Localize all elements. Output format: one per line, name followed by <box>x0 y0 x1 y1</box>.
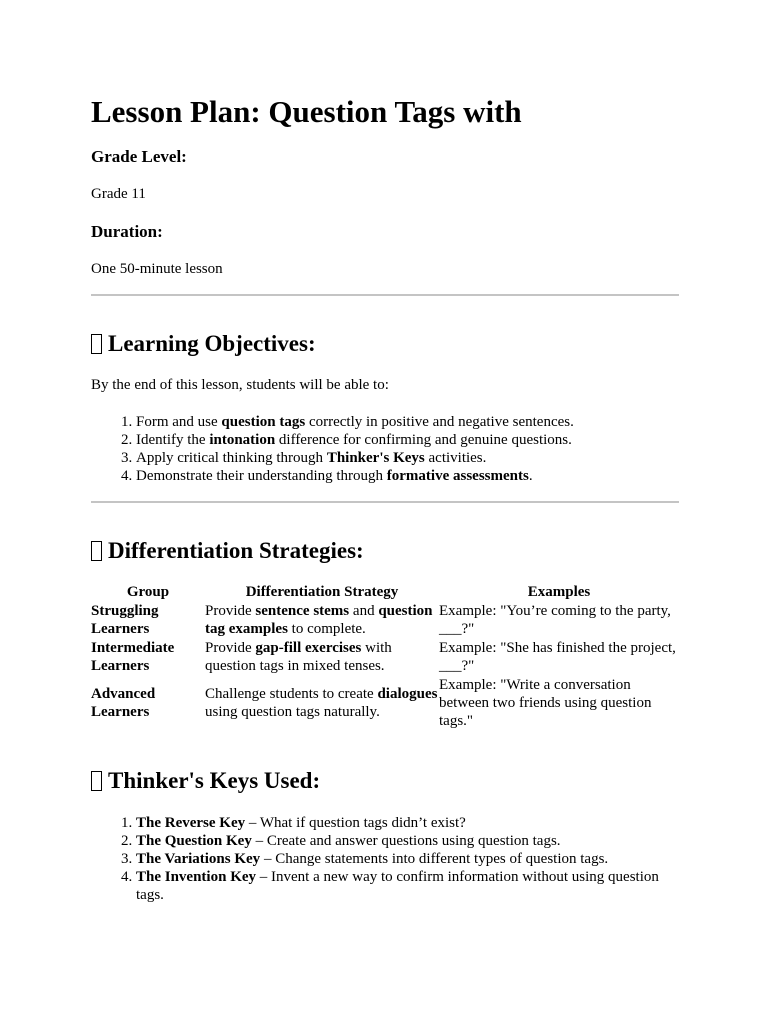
objectives-heading-text: Learning Objectives: <box>108 331 316 356</box>
divider <box>91 294 679 296</box>
table-row <box>91 639 679 676</box>
objective-text: Form and use <box>136 414 222 430</box>
example-cell: Example: "You’re coming to the party, ___?" <box>439 603 671 637</box>
strategy-cell <box>205 602 439 639</box>
differentiation-heading-text: Differentiation Strategies: <box>108 538 364 563</box>
strategy-text: Provide <box>205 640 256 656</box>
list-item <box>136 467 679 485</box>
list-item <box>136 868 679 904</box>
divider <box>91 501 679 503</box>
objective-text: difference for confirming and genuine questions. <box>275 432 572 448</box>
group-cell: Advanced Learners <box>91 686 156 720</box>
objective-bold: question tags <box>221 414 306 430</box>
missing-glyph-icon <box>91 541 102 561</box>
example-cell: Example: "Write a conversation between two friends using question tags." <box>439 677 652 729</box>
strategy-bold: sentence stems <box>255 603 350 619</box>
strategy-bold: question tag examples <box>205 603 433 637</box>
column-header-group: Group <box>126 584 170 600</box>
key-name: The Variations Key <box>136 851 261 867</box>
group-cell: Intermediate Learners <box>91 640 175 674</box>
key-description: – Change statements into different types of question tags. <box>260 851 609 867</box>
strategy-text: with question tags in mixed tenses. <box>205 640 392 674</box>
key-name: The Invention Key <box>136 869 257 885</box>
strategy-text: using question tags naturally. <box>205 704 380 720</box>
example-cell: Example: "She has finished the project, ___?" <box>439 640 676 674</box>
key-description: – Create and answer questions using question tags. <box>251 833 561 849</box>
strategy-cell <box>205 676 439 731</box>
thinkers-keys-heading <box>91 767 320 795</box>
strategy-bold: gap-fill exercises <box>255 640 362 656</box>
objectives-intro: By the end of this lesson, students will be able to: <box>91 377 389 393</box>
group-cell: Struggling Learners <box>91 603 159 637</box>
table-row <box>91 602 679 639</box>
strategy-text: Provide <box>205 603 256 619</box>
objective-text: Identify the <box>136 432 210 448</box>
list-item <box>136 413 679 431</box>
objective-text: correctly in positive and negative sentences. <box>305 414 574 430</box>
duration-label: Duration: <box>91 222 163 241</box>
strategy-text: and <box>349 603 379 619</box>
grade-level-value: Grade 11 <box>91 186 146 202</box>
strategy-bold: dialogues <box>377 686 438 702</box>
objective-bold: intonation <box>209 432 276 448</box>
objective-text: Apply critical thinking through <box>136 450 327 466</box>
list-item <box>136 832 679 850</box>
thinkers-keys-heading-text: Thinker's Keys Used: <box>108 768 321 793</box>
key-description: – What if question tags didn’t exist? <box>245 815 466 831</box>
objective-bold: Thinker's Keys <box>326 450 425 466</box>
column-header-examples: Examples <box>527 584 591 600</box>
objective-text: activities. <box>424 450 487 466</box>
thinkers-keys-list <box>91 814 679 904</box>
objective-text: . <box>528 468 533 484</box>
list-item <box>136 814 679 832</box>
list-item <box>136 431 679 449</box>
missing-glyph-icon <box>91 771 102 791</box>
page-title: Lesson Plan: Question Tags with <box>91 94 522 129</box>
missing-glyph-icon <box>91 334 102 354</box>
grade-level-label: Grade Level: <box>91 147 187 166</box>
key-name: The Reverse Key <box>136 815 246 831</box>
strategy-text: to complete. <box>287 621 366 637</box>
objectives-heading <box>91 330 316 358</box>
objective-text: Demonstrate their understanding through <box>136 468 387 484</box>
key-name: The Question Key <box>136 833 252 849</box>
table-header-row <box>91 582 679 602</box>
duration-value: One 50-minute lesson <box>91 261 223 277</box>
strategy-text: Challenge students to create <box>205 686 378 702</box>
list-item <box>136 850 679 868</box>
differentiation-heading <box>91 537 364 565</box>
key-description: – Invent a new way to confirm information without using question tags. <box>136 869 659 903</box>
list-item <box>136 449 679 467</box>
objective-bold: formative assessments <box>386 468 529 484</box>
column-header-strategy: Differentiation Strategy <box>245 584 399 600</box>
differentiation-table <box>91 582 679 731</box>
strategy-cell <box>205 639 439 676</box>
objectives-list <box>91 413 679 485</box>
table-row <box>91 676 679 731</box>
